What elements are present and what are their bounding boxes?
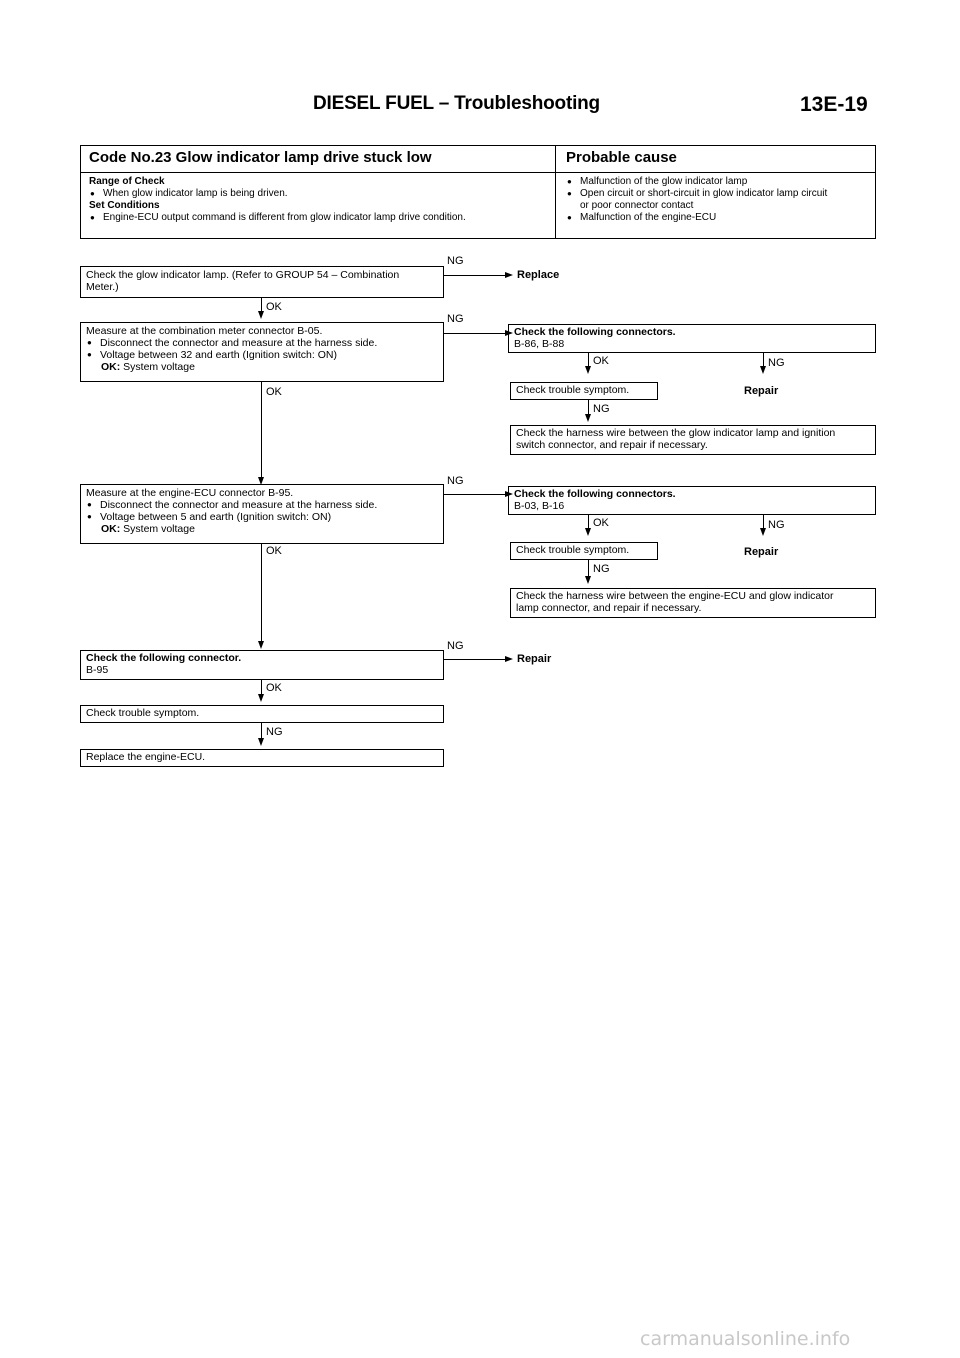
step3-line1: Measure at the engine-ECU connector B-95. <box>86 487 294 499</box>
step5-text: Check trouble symptom. <box>86 707 200 719</box>
step3-sub-ok-label: OK <box>593 517 609 529</box>
probable-causes-list <box>566 176 871 224</box>
step2-box <box>80 322 444 382</box>
set-conditions-item: ● Engine-ECU output command is different from glow indicator lamp drive condition. <box>89 212 549 224</box>
step3-line2: ● Disconnect the connector and measure at the harness side. <box>86 499 438 511</box>
step6-text: Replace the engine-ECU. <box>86 751 206 763</box>
step1-box <box>80 266 444 298</box>
arrow-right-icon <box>505 272 513 278</box>
step4-value: B-95 <box>86 664 109 676</box>
step2-harness-line2: switch connector, and repair if necessary. <box>516 439 708 451</box>
arrow-down-icon <box>258 311 264 319</box>
step3-ok-line <box>261 544 262 644</box>
arrow-down-icon <box>585 414 591 422</box>
step3-ng-box-value: B-03, B-16 <box>514 500 565 512</box>
step2-ok-value: System voltage <box>123 361 195 373</box>
step1-ok-label: OK <box>266 301 282 313</box>
step3-symptom-box <box>510 542 658 560</box>
code-table-divider <box>555 146 556 238</box>
page-title: DIESEL FUEL – Troubleshooting <box>313 93 600 114</box>
step3-line3: ● Voltage between 5 and earth (Ignition switch: ON) <box>86 511 438 523</box>
step2-sub-ok-label: OK <box>593 355 609 367</box>
step4-ng-line <box>444 659 506 660</box>
probable-cause-header: Probable cause <box>566 149 677 166</box>
cause-item: ● Malfunction of the engine-ECU <box>566 212 871 224</box>
step3-box <box>80 484 444 544</box>
watermark-text: carmanualsonline.info <box>640 1328 851 1350</box>
step1-line2: Meter.) <box>86 281 119 293</box>
step3-ok-label: OK <box>266 545 282 557</box>
step4-title: Check the following connector. <box>86 652 242 664</box>
code-title: Code No.23 Glow indicator lamp drive stuck low <box>89 149 432 166</box>
step3-symptom-ng-label: NG <box>593 563 610 575</box>
step2-ng-label: NG <box>447 313 464 325</box>
arrow-down-icon <box>585 366 591 374</box>
step5-box <box>80 705 444 723</box>
step3-ng-box-title: Check the following connectors. <box>514 488 676 500</box>
arrow-down-icon <box>585 528 591 536</box>
step3-harness-line1: Check the harness wire between the engine-ECU and glow indicator <box>516 590 834 602</box>
step3-harness-line2: lamp connector, and repair if necessary. <box>516 602 702 614</box>
step3-repair: Repair <box>744 546 779 558</box>
arrow-right-icon <box>505 656 513 662</box>
step2-line3: ● Voltage between 32 and earth (Ignition switch: ON) <box>86 349 438 361</box>
step2-symptom-ng-label: NG <box>593 403 610 415</box>
step4-ng-label: NG <box>447 640 464 652</box>
arrow-down-icon <box>258 641 264 649</box>
arrow-down-icon <box>258 738 264 746</box>
step3-sub-ng-label: NG <box>768 519 785 531</box>
step2-ng-box <box>508 324 876 353</box>
code-table <box>80 145 876 239</box>
step2-harness-box <box>510 425 876 455</box>
step3-harness-box <box>510 588 876 618</box>
page-number: 13E-19 <box>800 93 868 116</box>
step2-symptom-box <box>510 382 658 400</box>
set-conditions-label: Set Conditions <box>89 200 160 211</box>
cause-item: ● Malfunction of the glow indicator lamp <box>566 176 871 188</box>
range-item: ● When glow indicator lamp is being driven. <box>89 188 549 200</box>
step3-ng-box <box>508 486 876 515</box>
step4-ok-label: OK <box>266 682 282 694</box>
step4-box <box>80 650 444 680</box>
range-label: Range of Check <box>89 176 165 187</box>
step3-ng-label: NG <box>447 475 464 487</box>
step3-ok-prefix: OK: <box>101 523 121 535</box>
step2-ng-line <box>444 333 506 334</box>
step1-ng-result: Replace <box>517 269 560 281</box>
cause-item: ● Open circuit or short-circuit in glow indicator lamp circuit <box>566 188 871 200</box>
step3-ok-value: System voltage <box>123 523 195 535</box>
step3-ng-line <box>444 494 506 495</box>
step2-line1: Measure at the combination meter connector B-05. <box>86 325 323 337</box>
step5-ng-label: NG <box>266 726 283 738</box>
step1-ng-line <box>444 275 506 276</box>
step2-sub-ng-label: NG <box>768 357 785 369</box>
step2-ng-box-title: Check the following connectors. <box>514 326 676 338</box>
arrow-down-icon <box>585 576 591 584</box>
arrow-down-icon <box>760 528 766 536</box>
arrow-down-icon <box>258 694 264 702</box>
step1-line1: Check the glow indicator lamp. (Refer to GROUP 54 – Combination <box>86 269 400 281</box>
step6-box <box>80 749 444 767</box>
step3-symptom: Check trouble symptom. <box>516 544 630 556</box>
step2-harness-line1: Check the harness wire between the glow indicator lamp and ignition <box>516 427 836 439</box>
range-and-conditions <box>89 176 549 224</box>
cause-item-continued: or poor connector contact <box>580 200 694 211</box>
step2-ng-box-value: B-86, B-88 <box>514 338 565 350</box>
step2-ok-prefix: OK: <box>101 361 121 373</box>
step2-symptom: Check trouble symptom. <box>516 384 630 396</box>
step2-ok-line <box>261 382 262 480</box>
step2-ok-label: OK <box>266 386 282 398</box>
step2-repair: Repair <box>744 385 779 397</box>
step4-ng-result: Repair <box>517 653 552 665</box>
step1-ng-label: NG <box>447 255 464 267</box>
arrow-down-icon <box>760 366 766 374</box>
step2-line2: ● Disconnect the connector and measure at the harness side. <box>86 337 438 349</box>
